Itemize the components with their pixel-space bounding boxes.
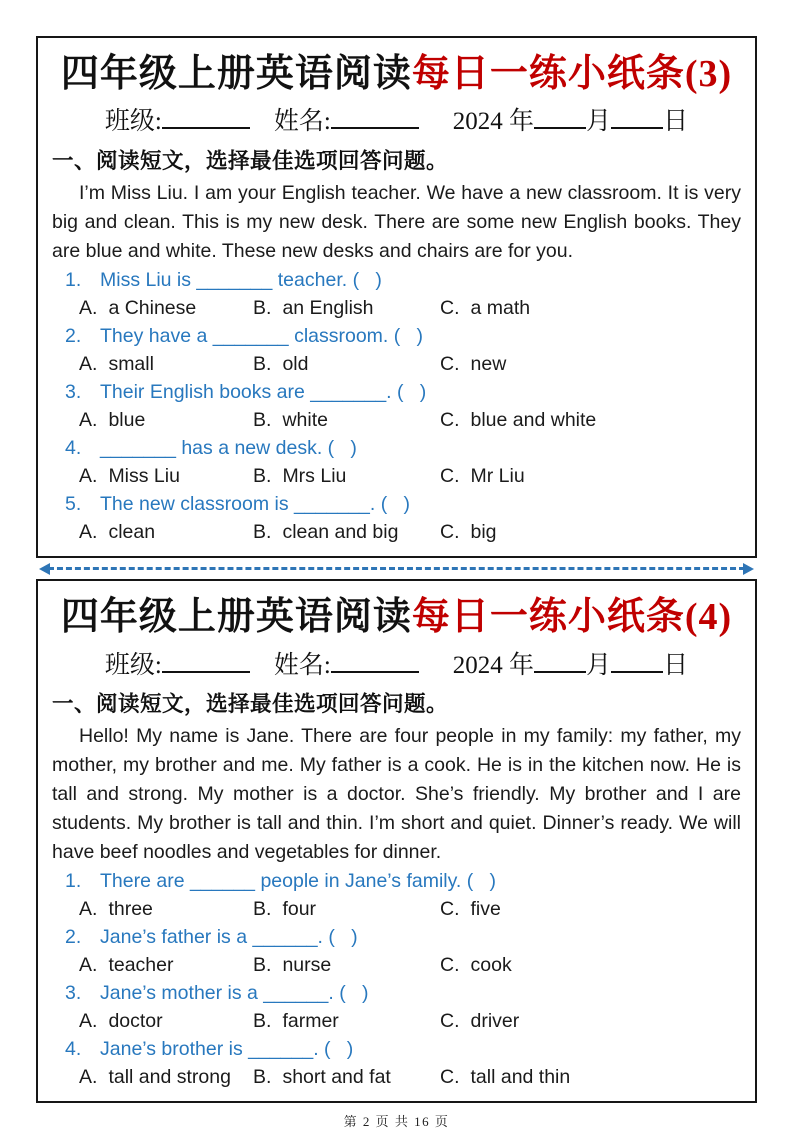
option-letter: A. bbox=[79, 898, 98, 921]
option-c bbox=[440, 518, 741, 546]
question-number: 2. bbox=[65, 325, 82, 348]
option-b bbox=[253, 294, 440, 322]
question-stem bbox=[52, 923, 741, 951]
day-label: 日 bbox=[663, 651, 689, 679]
arrow-right-icon bbox=[743, 563, 754, 575]
day-label: 日 bbox=[663, 108, 689, 136]
option-a bbox=[79, 951, 253, 979]
option-text: driver bbox=[470, 1010, 520, 1033]
option-text: blue and white bbox=[470, 409, 597, 432]
option-text: cook bbox=[470, 954, 512, 977]
question-stem bbox=[52, 979, 741, 1007]
page-number-footer: 第 2 页 共 16 页 bbox=[343, 1114, 450, 1130]
question-5 bbox=[52, 490, 741, 546]
reading-passage: I’m Miss Liu. I am your English teacher. We have a new classroom. It is very big and clean. This is my new desk. There are some new English books. They are blue and white. These new desks and chairs are for you. bbox=[52, 182, 741, 263]
question-stem bbox=[52, 490, 741, 518]
title-black-part: 四年级上册英语阅读 bbox=[60, 53, 412, 95]
option-a bbox=[79, 350, 253, 378]
option-text: doctor bbox=[108, 1010, 163, 1033]
option-c bbox=[440, 1063, 741, 1091]
option-letter: B. bbox=[253, 353, 272, 376]
option-b bbox=[253, 518, 440, 546]
worksheet-card-4 bbox=[36, 579, 757, 1103]
question-text: They have a _______ classroom. ( ) bbox=[100, 325, 423, 348]
worksheet-title bbox=[52, 591, 741, 643]
option-letter: C. bbox=[440, 465, 460, 488]
title-red-part: 每日一练小纸条(3) bbox=[411, 53, 733, 95]
option-text: blue bbox=[108, 409, 146, 432]
question-number: 4. bbox=[65, 437, 82, 460]
reading-passage: Hello! My name is Jane. There are four people in my family: my father, my mother, my brother and me. My father is a cook. He is in the kitchen now. He is tall and strong. My mother is a doctor. She’s friendly. My brother and I are students. My brother is tall and thin. I’m short and quiet. Dinner’s ready. We will have beef noodles and vegetables for dinner. bbox=[52, 725, 741, 864]
option-text: a math bbox=[470, 297, 531, 320]
option-text: Mr Liu bbox=[470, 465, 525, 488]
option-letter: B. bbox=[253, 465, 272, 488]
option-text: short and fat bbox=[282, 1066, 391, 1089]
name-blank-line bbox=[331, 106, 419, 129]
option-a bbox=[79, 1007, 253, 1035]
option-b bbox=[253, 951, 440, 979]
question-4 bbox=[52, 1035, 741, 1091]
option-text: Mrs Liu bbox=[282, 465, 347, 488]
month-label: 月 bbox=[586, 651, 612, 679]
options-row bbox=[52, 350, 741, 378]
option-text: an English bbox=[282, 297, 374, 320]
option-text: clean and big bbox=[282, 521, 399, 544]
option-letter: A. bbox=[79, 409, 98, 432]
section-heading: 一、阅读短文，选择最佳选项回答问题。 bbox=[52, 148, 449, 173]
title-black-part: 四年级上册英语阅读 bbox=[60, 596, 412, 639]
option-letter: C. bbox=[440, 1066, 460, 1089]
class-label: 班级: bbox=[104, 651, 162, 679]
option-a bbox=[79, 294, 253, 322]
section-heading: 一、阅读短文，选择最佳选项回答问题。 bbox=[52, 692, 449, 717]
option-text: tall and strong bbox=[108, 1066, 231, 1089]
option-letter: A. bbox=[79, 954, 98, 977]
option-a bbox=[79, 895, 253, 923]
option-c bbox=[440, 895, 741, 923]
options-row bbox=[52, 1063, 741, 1091]
option-text: old bbox=[282, 353, 309, 376]
question-stem bbox=[52, 434, 741, 462]
option-text: big bbox=[470, 521, 497, 544]
option-a bbox=[79, 518, 253, 546]
month-blank-line bbox=[534, 650, 586, 673]
month-label: 月 bbox=[586, 108, 612, 136]
option-letter: B. bbox=[253, 521, 272, 544]
page-divider-dashed-arrow bbox=[39, 567, 754, 570]
option-c bbox=[440, 294, 741, 322]
question-1 bbox=[52, 867, 741, 923]
question-2 bbox=[52, 923, 741, 979]
option-letter: C. bbox=[440, 521, 460, 544]
day-blank-line bbox=[611, 106, 663, 129]
option-c bbox=[440, 951, 741, 979]
option-b bbox=[253, 350, 440, 378]
question-stem bbox=[52, 378, 741, 406]
options-row bbox=[52, 895, 741, 923]
question-1 bbox=[52, 266, 741, 322]
option-text: a Chinese bbox=[108, 297, 197, 320]
question-text: There are ______ people in Jane’s family. ( ) bbox=[100, 870, 496, 893]
question-number: 5. bbox=[65, 493, 82, 516]
option-letter: A. bbox=[79, 521, 98, 544]
option-text: five bbox=[470, 898, 501, 921]
options-row bbox=[52, 406, 741, 434]
options-row bbox=[52, 462, 741, 490]
day-blank-line bbox=[611, 650, 663, 673]
question-stem bbox=[52, 1035, 741, 1063]
option-text: clean bbox=[108, 521, 156, 544]
option-letter: A. bbox=[79, 1010, 98, 1033]
question-stem bbox=[52, 322, 741, 350]
question-text: The new classroom is _______. ( ) bbox=[100, 493, 410, 516]
option-b bbox=[253, 462, 440, 490]
info-line bbox=[52, 103, 741, 141]
option-text: new bbox=[470, 353, 507, 376]
option-text: four bbox=[282, 898, 317, 921]
question-text: Jane’s mother is a ______. ( ) bbox=[100, 982, 369, 1005]
option-c bbox=[440, 406, 741, 434]
options-row bbox=[52, 1007, 741, 1035]
option-letter: B. bbox=[253, 954, 272, 977]
option-letter: A. bbox=[79, 297, 98, 320]
option-text: farmer bbox=[282, 1010, 339, 1033]
option-b bbox=[253, 1007, 440, 1035]
option-letter: C. bbox=[440, 409, 460, 432]
option-c bbox=[440, 462, 741, 490]
option-letter: B. bbox=[253, 1066, 272, 1089]
class-label: 班级: bbox=[104, 108, 162, 136]
option-c bbox=[440, 1007, 741, 1035]
option-text: white bbox=[282, 409, 328, 432]
option-text: three bbox=[108, 898, 153, 921]
option-b bbox=[253, 406, 440, 434]
question-2 bbox=[52, 322, 741, 378]
class-blank-line bbox=[162, 106, 250, 129]
question-number: 1. bbox=[65, 870, 82, 893]
name-label: 姓名: bbox=[273, 651, 331, 679]
question-number: 3. bbox=[65, 381, 82, 404]
title-red-part: 每日一练小纸条(4) bbox=[411, 596, 733, 639]
option-letter: A. bbox=[79, 1066, 98, 1089]
option-text: teacher bbox=[108, 954, 174, 977]
name-blank-line bbox=[331, 650, 419, 673]
options-row bbox=[52, 294, 741, 322]
option-a bbox=[79, 1063, 253, 1091]
option-a bbox=[79, 462, 253, 490]
option-a bbox=[79, 406, 253, 434]
year-label: 2024 年 bbox=[452, 108, 535, 136]
question-number: 3. bbox=[65, 982, 82, 1005]
info-line bbox=[52, 647, 741, 685]
question-stem bbox=[52, 266, 741, 294]
question-text: Jane’s father is a ______. ( ) bbox=[100, 926, 358, 949]
option-text: nurse bbox=[282, 954, 332, 977]
question-number: 1. bbox=[65, 269, 82, 292]
option-b bbox=[253, 895, 440, 923]
option-letter: B. bbox=[253, 1010, 272, 1033]
option-letter: A. bbox=[79, 353, 98, 376]
option-c bbox=[440, 350, 741, 378]
question-text: Jane’s brother is ______. ( ) bbox=[100, 1038, 354, 1061]
options-row bbox=[52, 518, 741, 546]
option-text: tall and thin bbox=[470, 1066, 571, 1089]
worksheet-title bbox=[52, 48, 741, 100]
question-text: _______ has a new desk. ( ) bbox=[100, 437, 357, 460]
question-number: 2. bbox=[65, 926, 82, 949]
option-letter: B. bbox=[253, 898, 272, 921]
dashed-cut-line bbox=[48, 567, 745, 570]
option-text: Miss Liu bbox=[108, 465, 180, 488]
question-text: Miss Liu is _______ teacher. ( ) bbox=[100, 269, 382, 292]
option-text: small bbox=[108, 353, 154, 376]
question-3 bbox=[52, 378, 741, 434]
question-stem bbox=[52, 867, 741, 895]
question-text: Their English books are _______. ( ) bbox=[100, 381, 427, 404]
option-letter: C. bbox=[440, 297, 460, 320]
option-letter: C. bbox=[440, 954, 460, 977]
option-letter: C. bbox=[440, 1010, 460, 1033]
option-letter: C. bbox=[440, 353, 460, 376]
question-number: 4. bbox=[65, 1038, 82, 1061]
question-3 bbox=[52, 979, 741, 1035]
year-label: 2024 年 bbox=[452, 651, 535, 679]
option-letter: C. bbox=[440, 898, 460, 921]
option-letter: A. bbox=[79, 465, 98, 488]
option-letter: B. bbox=[253, 297, 272, 320]
class-blank-line bbox=[162, 650, 250, 673]
options-row bbox=[52, 951, 741, 979]
month-blank-line bbox=[534, 106, 586, 129]
question-4 bbox=[52, 434, 741, 490]
option-letter: B. bbox=[253, 409, 272, 432]
worksheet-card-3 bbox=[36, 36, 757, 558]
name-label: 姓名: bbox=[273, 108, 331, 136]
option-b bbox=[253, 1063, 440, 1091]
